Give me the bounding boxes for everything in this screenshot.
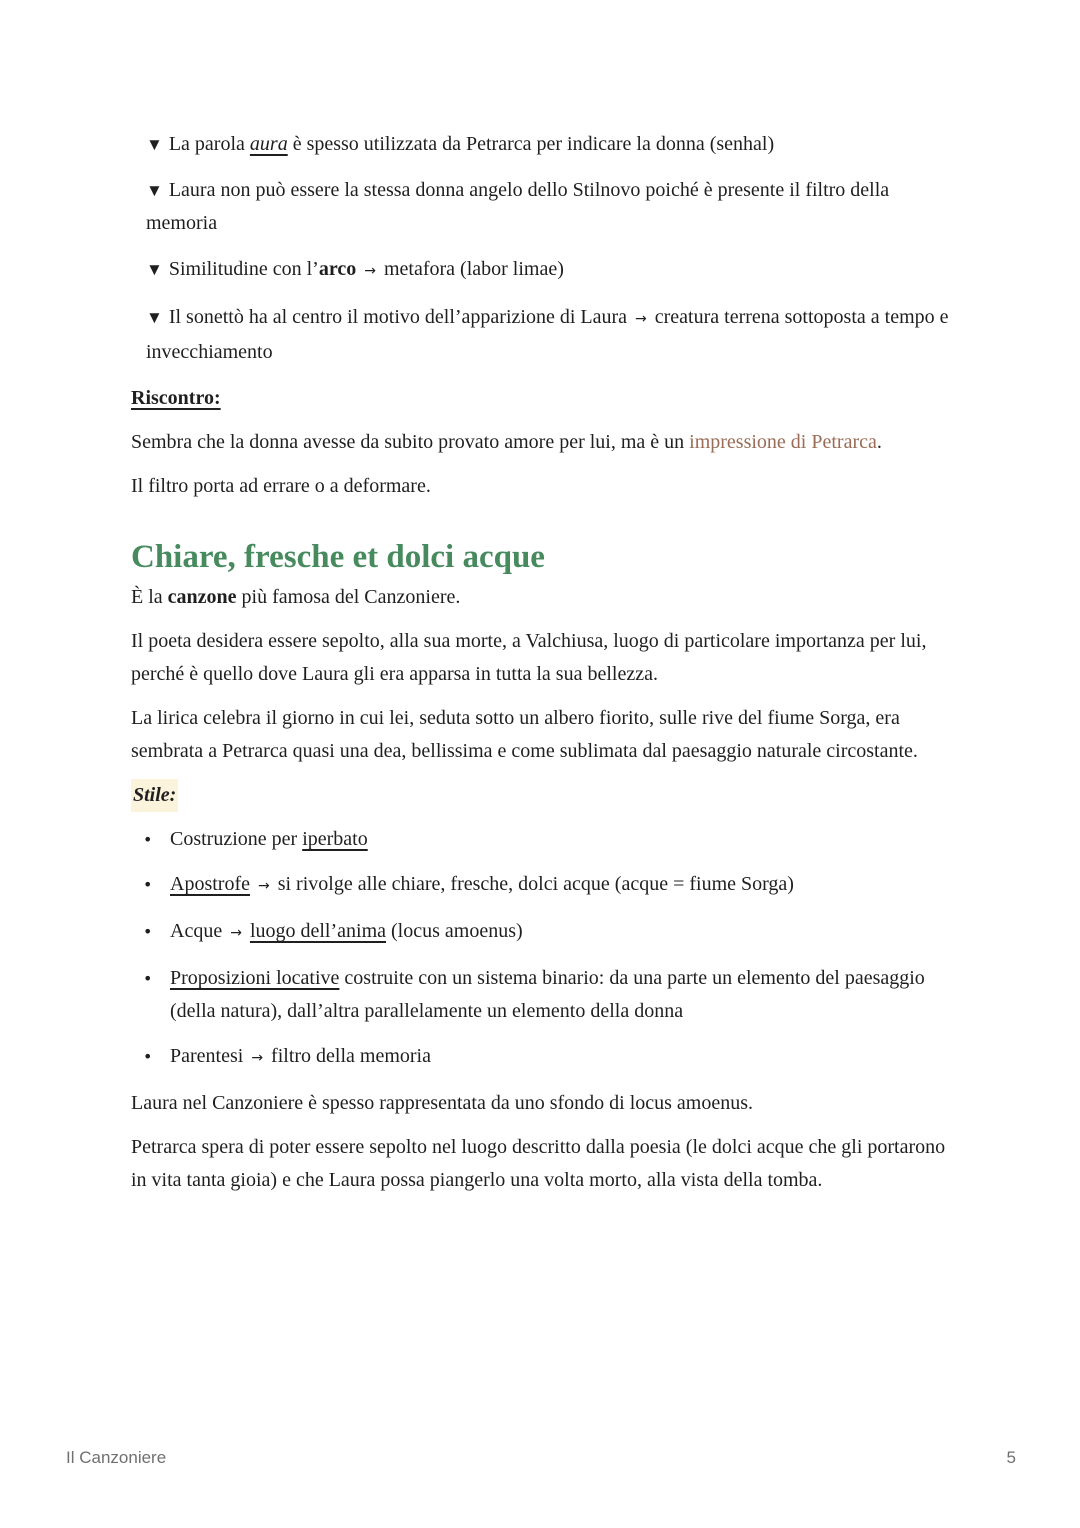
underlined-term: luogo dell’anima (249, 920, 387, 942)
triangle-bullet-icon: ▼ (146, 135, 163, 154)
bullet-icon: • (143, 830, 153, 849)
stile-bullet-list (131, 823, 951, 1075)
text-run: Similitudine con l’ (168, 258, 319, 280)
text-run: Parentesi (170, 1045, 244, 1067)
body-paragraph: Laura nel Canzoniere è spesso rappresentata da uno sfondo di locus amoenus. (131, 1092, 754, 1114)
text-run: Costruzione per (170, 828, 303, 850)
page-number: 5 (1006, 1448, 1016, 1467)
bold-term: arco (318, 258, 357, 280)
text-run: Sembra che la donna avesse da subito provato amore per lui, ma è un (131, 431, 690, 453)
list-item (146, 301, 951, 369)
list-item (131, 823, 951, 856)
list-item (131, 1040, 951, 1075)
text-run: È la (131, 586, 168, 608)
page-content (131, 128, 951, 1208)
senhal-term: aura (249, 133, 288, 155)
bold-term: canzone (167, 586, 237, 608)
arrow-icon: → (251, 1050, 264, 1066)
underlined-term: Proposizioni locative (170, 967, 340, 989)
riscontro-label: Riscontro: (131, 387, 221, 409)
bullet-icon: • (143, 875, 153, 894)
bullet-icon: • (143, 1047, 153, 1066)
arrow-icon: → (257, 878, 270, 894)
triangle-bullet-icon: ▼ (146, 260, 163, 279)
triangle-bullet-list (131, 128, 951, 369)
text-run: metafora (labor limae) (383, 258, 564, 280)
bullet-icon: • (143, 969, 153, 988)
list-item (146, 253, 951, 288)
arrow-icon: → (230, 925, 242, 941)
accent-text: impressione di Petrarca (689, 431, 877, 453)
riscontro-paragraph (131, 426, 951, 459)
text-run: è spesso utilizzata da Petrarca per indicare la donna (senhal) (287, 133, 775, 155)
body-paragraph: Petrarca spera di poter essere sepolto nel luogo descritto dalla poesia (le dolci acque che gli portarono in vita tanta gioia) e che Laura possa piangerlo una volta morto, alla vista della tomba. (131, 1136, 946, 1191)
list-item (146, 128, 951, 161)
footer-title: Il Canzoniere (66, 1448, 167, 1467)
list-item (131, 915, 951, 950)
text-run: (locus amoenus) (386, 920, 523, 942)
text-run: Acque (170, 920, 223, 942)
intro-paragraph (131, 581, 951, 614)
list-item (146, 174, 951, 240)
body-paragraph: La lirica celebra il giorno in cui lei, seduta sotto un albero fiorito, sulle rive del fiume Sorga, era sembrata a Petrarca quasi una dea, bellissima e come sublimata dal paesaggio naturale circostante. (131, 707, 918, 762)
triangle-bullet-icon: ▼ (146, 181, 163, 200)
text-run: più famosa del Canzoniere. (236, 586, 461, 608)
text-run: creatura terrena sottoposta a tempo e invecchiamento (146, 306, 949, 363)
arrow-icon: → (635, 311, 647, 327)
text-run: si rivolge alle chiare, fresche, dolci acque (acque = fiume Sorga) (277, 873, 794, 895)
section-heading: Chiare, fresche et dolci acque (131, 539, 545, 575)
arrow-icon: → (364, 263, 376, 279)
bullet-icon: • (143, 922, 153, 941)
text-run: Laura non può essere la stessa donna angelo dello Stilnovo poiché è presente il filtro della memoria (146, 179, 890, 234)
text-run: Il sonettò ha al centro il motivo dell’apparizione di Laura (168, 306, 628, 328)
text-run: La parola (168, 133, 250, 155)
text-run: filtro della memoria (271, 1045, 431, 1067)
text-run: costruite con un sistema binario: da una parte un elemento del paesaggio (della natura), dall’altra parallelamente un elemento della donna (170, 967, 925, 1022)
riscontro-paragraph-2: Il filtro porta ad errare o a deformare. (131, 475, 431, 497)
triangle-bullet-icon: ▼ (146, 308, 163, 327)
underlined-term: iperbato (302, 828, 368, 850)
list-item (131, 962, 951, 1028)
stile-label: Stile: (131, 779, 178, 812)
body-paragraph: Il poeta desidera essere sepolto, alla sua morte, a Valchiusa, luogo di particolare importanza per lui, perché è quello dove Laura gli era apparsa in tutta la sua bellezza. (131, 630, 927, 685)
list-item (131, 868, 951, 903)
text-run: . (876, 431, 882, 453)
underlined-term: Apostrofe (170, 873, 250, 895)
